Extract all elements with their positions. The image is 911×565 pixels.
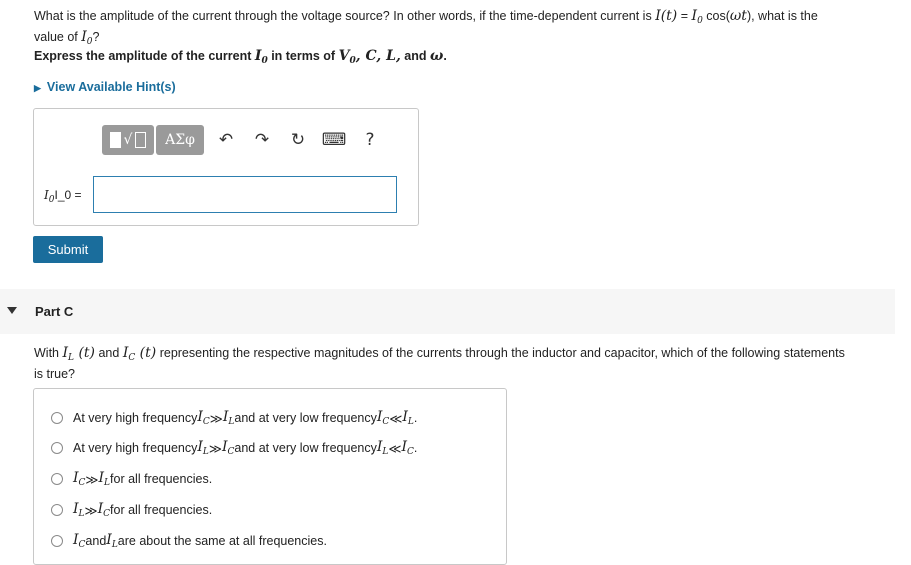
radio-button[interactable] <box>51 473 63 485</box>
templates-button[interactable] <box>102 125 154 155</box>
answer-label: $I_0I\_0$ = <box>44 188 82 205</box>
help-icon[interactable]: ? <box>365 130 375 150</box>
partc-question: With $I_L$ (t) and $I_C$ (t) representing the respective magnitudes of the currents through the inductor and capacitor, which of the following statements is true? <box>34 345 845 381</box>
radio-button[interactable] <box>51 442 63 454</box>
view-hints-link[interactable]: ▶ View Available Hint(s) <box>34 80 176 94</box>
triangle-right-icon: ▶ <box>34 83 41 93</box>
option-2[interactable]: At very high frequency $I_L$ ≫ $I_C$ and at very low frequency $I_L$ ≪ $I_C$ . <box>51 439 417 457</box>
option-5[interactable]: $I_C$ and $I_L$ are about the same at all frequencies. <box>51 532 327 550</box>
math-toolbar <box>102 125 384 155</box>
caret-down-icon <box>7 307 17 314</box>
option-3[interactable]: $I_C$ ≫ $I_L$ for all frequencies. <box>51 470 212 488</box>
undo-icon[interactable]: ↶ <box>218 130 234 150</box>
radio-button[interactable] <box>51 535 63 547</box>
submit-button[interactable]: Submit <box>33 236 103 263</box>
express-instruction: Express the amplitude of the current $I_0$ in terms of $V_0$, C, L, and ω. <box>34 48 447 66</box>
partc-header[interactable] <box>0 289 895 334</box>
option-1[interactable]: At very high frequency $I_C$ ≫ $I_L$ and at very low frequency $I_C$ ≪ $I_L$ . <box>51 409 417 427</box>
radical-icon: √ <box>123 132 133 148</box>
option-4[interactable]: $I_L$ ≫ $I_C$ for all frequencies. <box>51 501 212 519</box>
answer-box <box>33 108 419 226</box>
options-box <box>33 388 507 565</box>
square-icon <box>110 132 121 148</box>
partc-title: Part C <box>35 304 74 319</box>
keyboard-icon[interactable]: ⌨ <box>321 130 347 150</box>
question-text: What is the amplitude of the current through the voltage source? In other words, if the time-dependent current is $I(t) = I_0$ cos(ωt), what is the value of $I_0$? <box>34 8 818 47</box>
square-outline-icon <box>135 132 146 148</box>
answer-input[interactable] <box>93 176 397 213</box>
radio-button[interactable] <box>51 504 63 516</box>
reset-icon[interactable]: ↻ <box>290 130 306 150</box>
redo-icon[interactable]: ↷ <box>254 130 270 150</box>
radio-button[interactable] <box>51 412 63 424</box>
symbols-button[interactable]: ΑΣφ <box>156 125 204 155</box>
